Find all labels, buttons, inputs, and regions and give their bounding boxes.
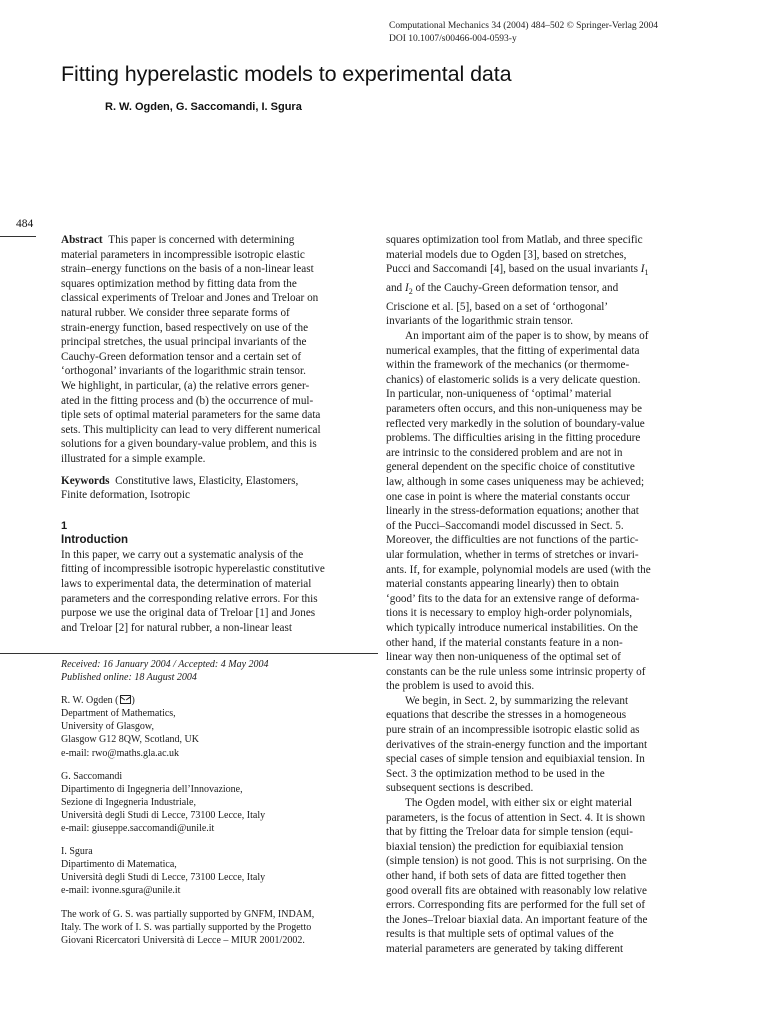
body-line: subsequent sections is described.	[386, 782, 534, 795]
journal-citation: Computational Mechanics 34 (2004) 484–502 © Springer-Verlag 2004	[389, 21, 659, 31]
body-line: linear way then non-uniqueness of the optimal set of	[386, 651, 621, 664]
body-line: numerical examples, that the fitting of experimental data	[386, 344, 640, 357]
affiliation-line: Sezione di Ingegneria Industriale,	[61, 796, 196, 808]
abstract-line: tiple sets of optimal material parameters for the same data	[61, 409, 321, 422]
body-line: pure strain of an incompressible isotropic elastic solid as	[386, 724, 640, 737]
body-line: (simple tension) is not good. This is not surprising. On the	[386, 855, 647, 868]
abstract-line: principal stretches, the usual principal invariants of the	[61, 336, 307, 349]
abstract-line: We highlight, in particular, (a) the relative errors gener-	[61, 379, 310, 392]
page-number: 484	[16, 218, 34, 230]
body-line: one case in point is where the material constants occur	[386, 490, 630, 503]
affiliation-line: Department of Mathematics,	[61, 708, 176, 720]
body-line: good overall fits are obtained with reasonably low relative	[386, 884, 647, 897]
email: e-mail: ivonne.sgura@unile.it	[61, 885, 181, 897]
body-line: material parameters are generated by taking different	[386, 942, 624, 955]
body-line: material models due to Ogden [3], based on stretches,	[386, 248, 627, 261]
published-date: Published online: 18 August 2004	[61, 672, 197, 684]
body-line: An important aim of the paper is to show, by means of	[405, 330, 649, 343]
abstract-line: strain-energy function, based respectively on use of the	[61, 321, 309, 334]
spacer	[61, 760, 381, 770]
intro-line: In this paper, we carry out a systematic analysis of the	[61, 548, 304, 561]
intro-line: laws to experimental data, the determination of material	[61, 578, 312, 591]
body-line: Criscione et al. [5], based on a set of ‘orthogonal’	[386, 300, 609, 313]
abstract-line: ‘orthogonal’ invariants of the logarithmic strain tensor.	[61, 365, 306, 378]
journal-header	[389, 20, 658, 46]
abstract-line: material parameters in incompressible isotropic elastic	[61, 248, 305, 261]
body-line: parameters, is the focus of attention in Sect. 4. It is shown	[386, 811, 646, 824]
spacer	[61, 503, 378, 511]
affiliation-line: Dipartimento di Ingegneria dell’Innovazione,	[61, 783, 243, 795]
spacer	[61, 467, 378, 474]
body-line: squares optimization tool from Matlab, and three specific	[386, 234, 643, 246]
abstract-line: ated in the fitting process and (b) the occurrence of mul-	[61, 394, 314, 407]
page-number-rule	[0, 236, 36, 237]
body-line: and $I_2$ of the Cauchy-Green deformation tensor, and	[386, 282, 619, 297]
funding-line: The work of G. S. was partially supported by GNFM, INDAM,	[61, 908, 315, 920]
right-column	[386, 233, 710, 957]
spacer	[61, 684, 381, 694]
funding-line: Giovani Ricercatori Università di Lecce – MIUR 2001/2002.	[61, 934, 305, 946]
abstract-label: Abstract	[61, 234, 103, 246]
received-date: Received: 16 January 2004 / Accepted: 4 May 2004	[61, 659, 269, 670]
body-line: reflected very markedly in the solution of boundary-value	[386, 417, 645, 430]
intro-line: purpose we use the original data of Treloar [1] and Jones	[61, 607, 316, 620]
paper-title: Fitting hyperelastic models to experimental data	[61, 62, 512, 86]
corresponding-author: R. W. Ogden ( )	[61, 695, 135, 707]
body-line: other hand, if both sets of data are fitted together then	[386, 870, 627, 882]
funding-line: Italy. The work of I. S. was partially supported by the Progetto	[61, 921, 312, 933]
body-line: other hand, if the material constants feature in a non-	[386, 636, 623, 649]
body-line: In particular, non-uniqueness of ‘optimal’ material	[386, 388, 612, 401]
keywords	[61, 474, 378, 503]
body-line: are intrinsic to the considered problem and are not in	[386, 446, 623, 459]
body-line: Pucci and Saccomandi [4], based on the usual invariants $I_1$	[386, 263, 649, 278]
affiliation-line: Università degli Studi di Lecce, 73100 Lecce, Italy	[61, 809, 266, 821]
body-line: ants. If, for example, polynomial models are used (with the	[386, 563, 651, 576]
body-line: which typically introduce numerical instabilities. On the	[386, 621, 638, 634]
author-name: I. Sgura	[61, 846, 93, 858]
body-line: ular formulation, whether in terms of stretches or invari-	[386, 548, 639, 561]
body-line: The Ogden model, with either six or eight material	[405, 797, 633, 810]
body-line: linearly in the stress-deformation equations; another that	[386, 505, 639, 518]
body-line: general dependent on the specific choice of constitutive	[386, 461, 635, 474]
email: e-mail: rwo@maths.gla.ac.uk	[61, 747, 180, 759]
affiliation-line: Dipartimento di Matematica,	[61, 859, 177, 871]
abstract-line: sets. This multiplicity can lead to very different numerical	[61, 423, 321, 436]
abstract	[61, 233, 378, 467]
body-line: constants can be the rule unless some intrinsic property of	[386, 665, 646, 678]
body-line: derivatives of the strain-energy function and the important	[386, 738, 648, 751]
email: e-mail: giuseppe.saccomandi@unile.it	[61, 823, 215, 835]
abstract-line: squares optimization method by fitting data from the	[61, 277, 297, 290]
keywords-line: Finite deformation, Isotropic	[61, 489, 190, 502]
abstract-line: strain–energy functions on the basis of a non-linear least	[61, 263, 314, 276]
introduction-text	[61, 548, 378, 636]
affiliation-line: University of Glasgow,	[61, 721, 154, 733]
section-number: 1	[61, 519, 68, 532]
body-line: special cases of simple tension and equibiaxial tension. In	[386, 753, 645, 766]
envelope-icon	[120, 695, 131, 704]
body-line: law, although in some cases uniqueness may be achieved;	[386, 475, 645, 488]
footnote-block	[61, 658, 381, 947]
body-line: We begin, in Sect. 2, by summarizing the relevant	[405, 694, 629, 707]
spacer	[61, 898, 381, 908]
abstract-line: solutions for a given boundary-value problem, and this is	[61, 438, 317, 451]
section-title: Introduction	[61, 534, 129, 547]
intro-line: and Treloar [2] for natural rubber, a non-linear least	[61, 621, 292, 634]
abstract-line: illustrated for a simple example.	[61, 452, 206, 465]
doi: DOI 10.1007/s00466-004-0593-y	[389, 34, 517, 44]
body-line: Sect. 3 the optimization method to be used in the	[386, 767, 605, 780]
body-line: ‘good’ fits to the data for an extensive range of deforma-	[386, 592, 640, 605]
body-line: that by fitting the Treloar data for simple tension (equi-	[386, 826, 634, 839]
spacer	[61, 835, 381, 845]
affiliation-line: Glasgow G12 8QW, Scotland, UK	[61, 734, 199, 746]
body-line: within the framework of the mechanics (or thermome-	[386, 359, 630, 372]
body-line: the problem is used to avoid this.	[386, 680, 535, 693]
intro-line: parameters and the corresponding relative errors. For this	[61, 592, 318, 605]
abstract-first-line: Abstract This paper is concerned with determining	[61, 234, 295, 246]
author-name: G. Saccomandi	[61, 770, 123, 782]
footnote-rule	[0, 653, 378, 654]
body-line: tions it is necessary to employ high-order polynomials,	[386, 607, 633, 620]
abstract-line: natural rubber. We consider three separate forms of	[61, 306, 290, 319]
body-line: the Jones–Treloar biaxial data. An important feature of the	[386, 913, 648, 926]
body-line: invariants of the logarithmic strain tensor.	[386, 315, 574, 328]
body-line: errors. Corresponding fits are performed for the full set of	[386, 899, 646, 912]
affiliation-line: Università degli Studi di Lecce, 73100 Lecce, Italy	[61, 872, 266, 884]
body-line: Moreover, the difficulties are not functions of the partic-	[386, 534, 639, 547]
body-line: problems. The difficulties arising in the fitting procedure	[386, 432, 641, 445]
keywords-first-line: Keywords Constitutive laws, Elasticity, Elastomers,	[61, 474, 299, 487]
abstract-line: Cauchy-Green deformation tensor and a certain set of	[61, 350, 302, 363]
body-line: equations that describe the stresses in a homogeneous	[386, 709, 627, 722]
abstract-line: classical experiments of Treloar and Jones and Treloar on	[61, 292, 319, 305]
body-line: parameters often occurs, and this non-uniqueness may be	[386, 403, 642, 415]
body-line: material constants appearing linearly) then to obtain	[386, 578, 619, 591]
body-line: of the Pucci–Saccomandi model discussed in Sect. 5.	[386, 519, 624, 532]
intro-line: fitting of incompressible isotropic hyperelastic constitutive	[61, 563, 325, 576]
body-line: results is that multiple sets of optimal values of the	[386, 928, 614, 941]
body-line: biaxial tension) the prediction for equibiaxial tension	[386, 840, 624, 853]
keywords-label: Keywords	[61, 474, 110, 487]
author-list: R. W. Ogden, G. Saccomandi, I. Sgura	[105, 101, 302, 113]
left-column	[61, 233, 378, 635]
body-line: chanics) of elastomeric solids is a very delicate question.	[386, 373, 641, 386]
